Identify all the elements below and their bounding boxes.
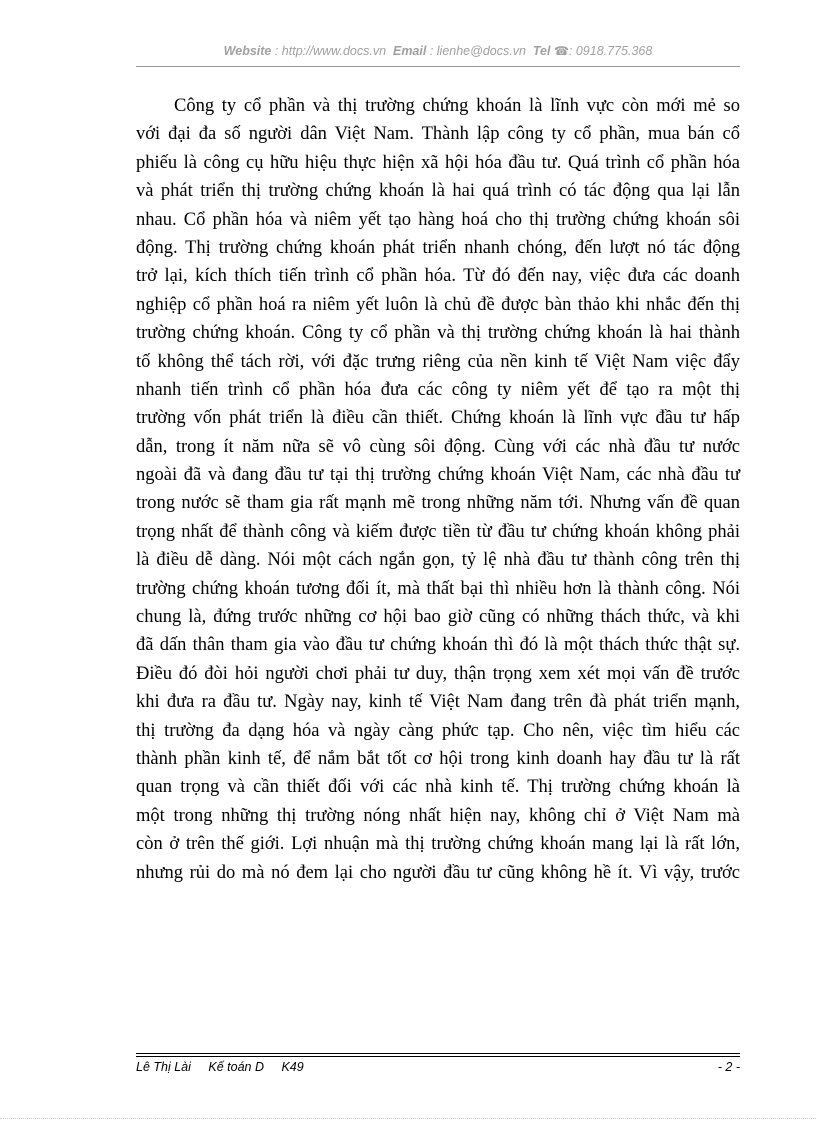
tel-value: : 0918.775.368 bbox=[568, 44, 653, 58]
page-edge-dotted-line bbox=[0, 1118, 816, 1119]
website-label: Website bbox=[223, 44, 272, 58]
footer-divider-top bbox=[136, 1053, 740, 1054]
text-line: nghiệp cổ phần hoá ra niêm yết luôn là chủ đề được bàn thảo khi nhắc đến thị bbox=[136, 294, 740, 315]
text-line: ngoài đã và đang đầu tư tại thị trường chứng khoán Việt Nam, các nhà đầu tư bbox=[136, 465, 740, 486]
text-line: nhanh tiến trình cổ phần hóa đưa các công ty niêm yết để tạo ra một thị bbox=[136, 379, 740, 400]
email-value: : lienhe@docs.vn bbox=[429, 44, 526, 58]
text-line: dẫn, trong ít năm nữa sẽ vô cùng sôi động. Cùng với các nhà đầu tư nước bbox=[136, 436, 740, 457]
text-line: trường vốn phát triển là điều cần thiết. Chứng khoán là lĩnh vực đầu tư hấp bbox=[136, 408, 740, 429]
text-line: còn ở trên thế giới. Lợi nhuận mà thị trường chứng khoán mang lại là rất lớn, bbox=[136, 834, 740, 855]
text-line: với đại đa số người dân Việt Nam. Thành lập công ty cổ phần, mua bán cổ bbox=[136, 124, 740, 145]
footer-author: Lê Thị Lài bbox=[136, 1060, 191, 1074]
page-number: - 2 - bbox=[717, 1060, 740, 1074]
text-line: và phát triển thị trường chứng khoán là hai quá trình có tác động qua lại lẫn bbox=[136, 181, 740, 202]
text-line: Công ty cổ phần và thị trường chứng khoán là lĩnh vực còn mới mẻ so bbox=[174, 96, 740, 116]
text-line: thị trường đa dạng hóa và ngày càng phức tạp. Cho nên, việc tìm hiểu các bbox=[136, 720, 740, 741]
footer-cohort: K49 bbox=[281, 1060, 304, 1074]
text-line: đã dấn thân tham gia vào đầu tư chứng khoán thì đó là một thách thức thật sự. bbox=[136, 635, 740, 656]
text-line: phiếu là công cụ hữu hiệu thực hiện xã hội hóa đầu tư. Quá trình cổ phần hóa bbox=[136, 152, 740, 173]
email-label: Email bbox=[392, 44, 427, 58]
text-line: quan trọng và cần thiết đối với các nhà kinh tế. Thị trường chứng khoán là bbox=[136, 777, 740, 798]
text-line: khi đưa ra đầu tư. Ngày nay, kinh tế Việt Nam đang trên đà phát triển mạnh, bbox=[136, 692, 740, 713]
text-line: trọng nhất để thành công và kiếm được tiền từ đầu tư chứng khoán không phải bbox=[136, 521, 740, 542]
page-header bbox=[136, 44, 740, 58]
text-line: trường chứng khoán. Công ty cổ phần và thị trường chứng khoán là hai thành bbox=[136, 323, 740, 344]
text-line: một trong những thị trường nóng nhất hiện nay, không chỉ ở Việt Nam mà bbox=[136, 805, 740, 826]
text-line: nhau. Cổ phần hóa và niêm yết tạo hàng hoá cho thị trường chứng khoán sôi bbox=[136, 209, 740, 230]
body-paragraph bbox=[136, 92, 740, 887]
phone-icon: ☎ bbox=[553, 44, 569, 58]
text-line: nhưng rủi do mà nó đem lại cho người đầu tư cũng không hề ít. Vì vậy, trước bbox=[136, 862, 740, 883]
footer-author-info bbox=[136, 1060, 318, 1074]
text-line: trở lại, kích thích tiến trình cổ phần hóa. Từ đó đến nay, việc đưa các doanh bbox=[136, 266, 740, 287]
text-line: Điều đó đòi hỏi người chơi phải tư duy, thận trọng xem xét mọi vấn đề trước bbox=[136, 663, 740, 684]
footer-divider-bottom bbox=[136, 1056, 740, 1057]
text-line: trong nước sẽ tham gia rất mạnh mẽ trong những năm tới. Nhưng vấn đề quan bbox=[136, 493, 740, 514]
text-line: tố không thể tách rời, với đặc trưng riêng của nền kinh tế Việt Nam việc đẩy bbox=[136, 351, 740, 372]
footer-class: Kế toán D bbox=[208, 1060, 264, 1074]
header-divider bbox=[136, 66, 740, 67]
text-line: trường chứng khoán tương đối ít, mà thất bại thì nhiều hơn là thành công. Nói bbox=[136, 578, 740, 599]
website-value: : http://www.docs.vn bbox=[274, 44, 387, 58]
text-line: là điều dễ dàng. Nói một cách ngắn gọn, tỷ lệ nhà đầu tư thành công trên thị bbox=[136, 550, 740, 571]
page-footer bbox=[136, 1060, 740, 1074]
text-line: động. Thị trường chứng khoán phát triển nhanh chóng, đến lượt nó tác động bbox=[136, 237, 740, 258]
text-line: thành phần kinh tế, để nắm bắt tốt cơ hội trong kinh doanh hay đầu tư là rất bbox=[136, 748, 740, 769]
tel-label: Tel bbox=[532, 44, 551, 58]
text-line: chung là, đứng trước những cơ hội bao giờ cũng có những thách thức, và khi bbox=[136, 607, 740, 628]
